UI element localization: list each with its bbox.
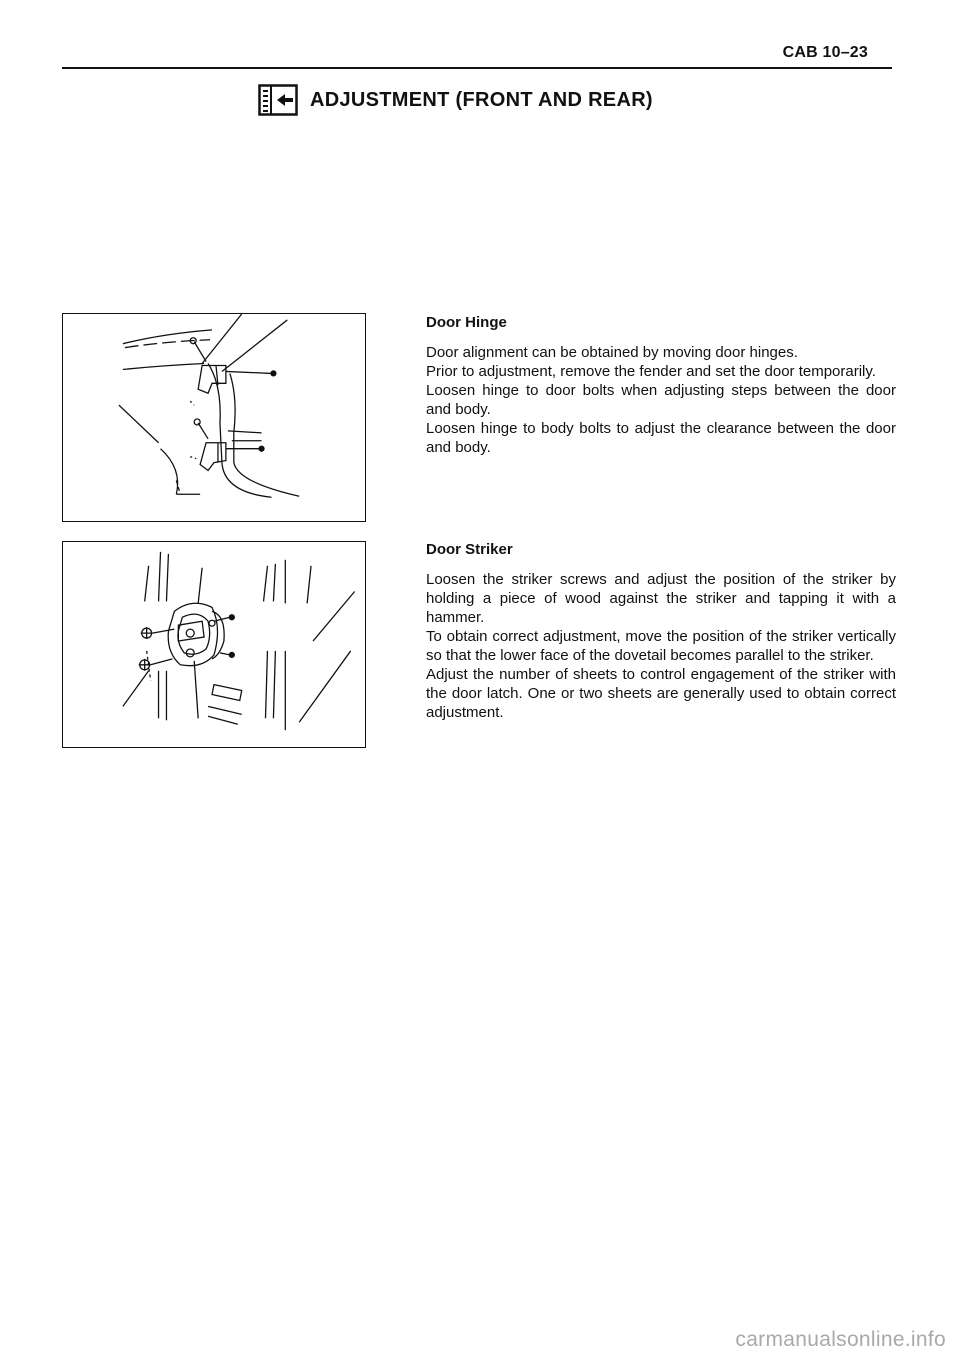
section-title [258,84,653,116]
page-code: CAB 10–23 [782,44,868,61]
adjustment-icon [258,84,298,116]
door-striker-heading: Door Striker [426,541,513,558]
door-hinge-paragraph: Loosen hinge to body bolts to adjust the clearance between the door and body. [426,420,896,456]
door-hinge-paragraph: Loosen hinge to door bolts when adjusting steps between the door and body. [426,382,896,418]
header-rule [62,67,892,69]
door-hinge-paragraph: Door alignment can be obtained by moving door hinges. [426,344,798,361]
watermark: carmanualsonline.info [735,1328,946,1351]
door-hinge-section [426,314,896,457]
door-striker-section [426,541,896,722]
door-hinge-heading: Door Hinge [426,314,507,331]
door-striker-paragraph: Adjust the number of sheets to control engagement of the striker with the door latch. One or two sheets are generally used to obtain correct adjustment. [426,666,896,721]
door-striker-illustration [62,541,366,748]
section-heading: ADJUSTMENT (FRONT AND REAR) [310,88,653,111]
door-striker-paragraph: To obtain correct adjustment, move the position of the striker vertically so that the lower face of the dovetail becomes parallel to the striker. [426,628,896,664]
door-hinge-paragraph: Prior to adjustment, remove the fender and set the door temporarily. [426,363,876,380]
door-hinge-illustration [62,313,366,522]
door-striker-paragraph: Loosen the striker screws and adjust the position of the striker by holding a piece of wood against the striker and tapping it with a hammer. [426,571,896,626]
